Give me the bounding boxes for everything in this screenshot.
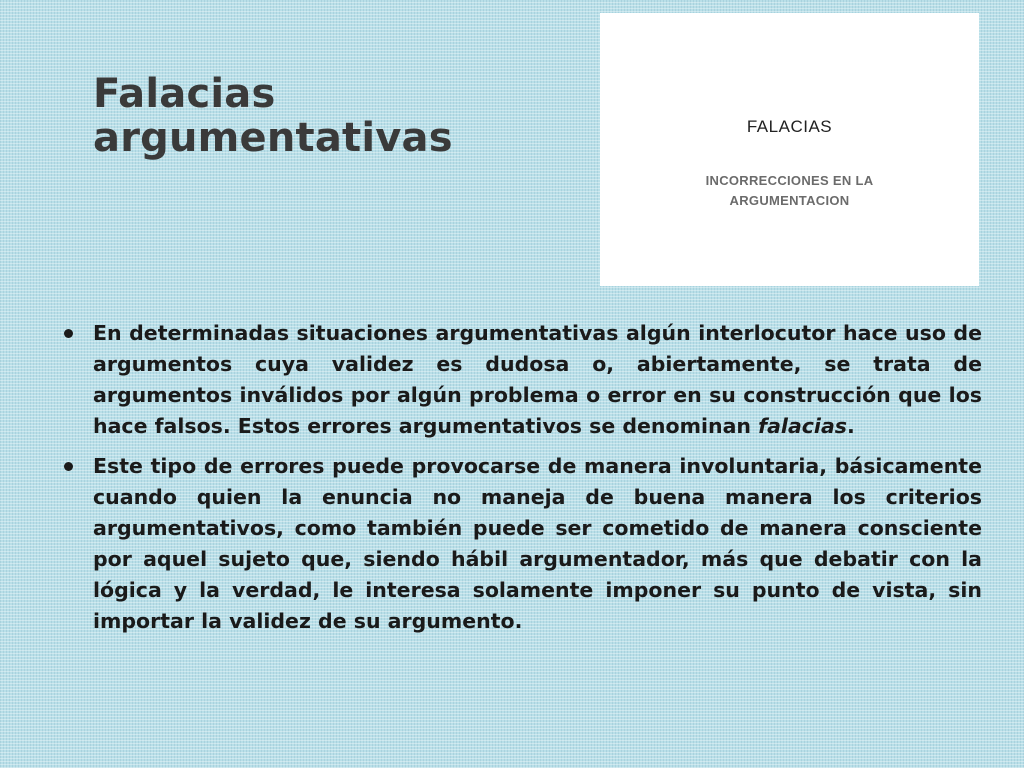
bullet-text-1-body: En determinadas situaciones argumentativas algún interlocutor hace uso de argumentos cuya validez es dudosa o, abiertamente, se trata de argumentos inválidos por algún problema o error en su construcción que los hace falsos. Estos errores argumentativos se denominan [93, 321, 982, 438]
slide-image [600, 13, 979, 286]
bullet-text-2: Este tipo de errores puede provocarse de manera involuntaria, básicamente cuando quien la enuncia no maneja de buena manera los criterios argumentativos, como también puede ser cometido de manera consciente por aquel sujeto que, siendo hábil argumentador, más que debatir con la lógica y la verdad, le interesa solamente imponer su punto de vista, sin importar la validez de su argumento. [93, 454, 982, 633]
bullet-text-1-emphasis: falacias [758, 414, 847, 438]
bullet-icon [64, 329, 73, 338]
slide-title-line-2: argumentativas [93, 115, 453, 161]
bullet-text-1-suffix: . [847, 414, 855, 438]
bullet-list [64, 318, 982, 646]
slide-title-line-1: Falacias [93, 71, 276, 117]
image-heading: FALACIAS [746, 117, 833, 136]
bullet-icon [64, 462, 73, 471]
slide-title [93, 72, 513, 160]
image-subtitle [600, 171, 979, 211]
image-subtitle-line-2: ARGUMENTACION [729, 193, 850, 208]
bullet-text-1 [93, 321, 982, 438]
bullet-item-1 [64, 318, 982, 442]
bullet-item-2 [64, 451, 982, 637]
image-subtitle-line-1: INCORRECCIONES EN LA [705, 173, 874, 188]
